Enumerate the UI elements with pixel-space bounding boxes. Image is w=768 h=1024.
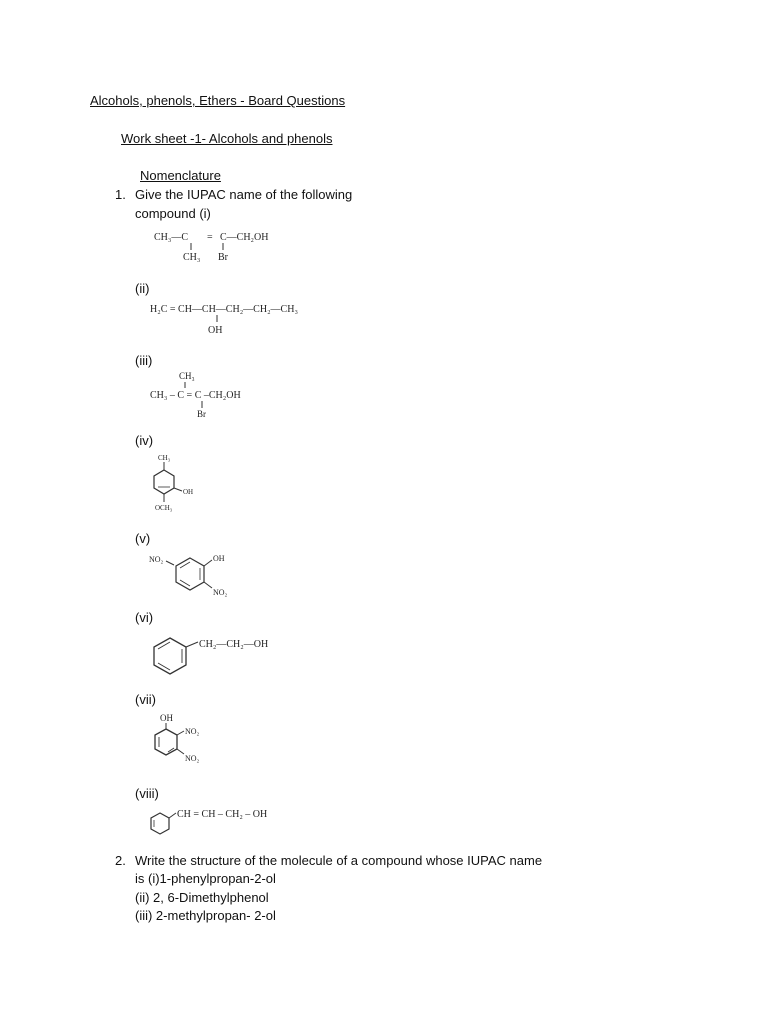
structure-iv-hydroxyl: OH (183, 488, 194, 496)
question-number-2: 2. (115, 853, 126, 868)
structure-ii (146, 298, 321, 338)
structure-iv (146, 450, 206, 516)
structure-ii-hydroxyl: OH (208, 325, 223, 336)
benzene-ring-vi (154, 638, 186, 674)
structure-iii-chain: CH₃ – C = C –CH₂OH (150, 390, 241, 401)
worksheet-title: Work sheet -1- Alcohols and phenols (121, 131, 333, 146)
structure-vi (146, 630, 276, 684)
part-label-viii: (viii) (135, 786, 159, 801)
structure-v-nitro-left: NO₂ (149, 555, 164, 564)
benzene-ring-vii (155, 729, 177, 755)
part-label-ii: (ii) (135, 281, 150, 296)
structure-viii (146, 800, 296, 840)
question-1-text-line2: compound (i) (135, 206, 211, 221)
question-number-1: 1. (115, 187, 126, 202)
part-label-vii: (vii) (135, 692, 156, 707)
section-heading: Nomenclature (140, 168, 221, 183)
structure-v-nitro-right: NO₂ (213, 588, 228, 597)
question-2-line1: Write the structure of the molecule of a compound whose IUPAC name (135, 853, 543, 868)
structure-iv-methoxy: OCH₃ (155, 504, 173, 512)
structure-i-ch3-c: CH₃—C (154, 232, 189, 243)
document-title: Alcohols, phenols, Ethers - Board Questions (90, 93, 346, 108)
part-label-vi: (vi) (135, 610, 154, 625)
question-1-text-line1: Give the IUPAC name of the following (135, 187, 353, 202)
part-label-v: (v) (135, 531, 151, 546)
structure-i-c-ch2oh: C—CH₂OH (220, 232, 269, 243)
question-2-line4: (iii) 2-methylpropan- 2-ol (135, 908, 276, 923)
structure-vii-nitro-2: NO₂ (185, 754, 200, 763)
part-label-iv: (iv) (135, 433, 154, 448)
structure-i-bromine: Br (218, 252, 228, 263)
structure-i-double-bond: = (207, 232, 213, 243)
question-2-line3: (ii) 2, 6-Dimethylphenol (135, 890, 269, 905)
structure-ii-chain: H₂C = CH—CH—CH₂—CH₂—CH₃ (150, 304, 298, 315)
structure-vi-chain: CH₂—CH₂—OH (199, 639, 269, 650)
structure-viii-chain: CH = CH – CH₂ – OH (177, 809, 268, 820)
structure-v-hydroxyl: OH (213, 554, 225, 563)
benzene-ring-iv (154, 470, 174, 494)
structure-iii-methyl: CH₃ (179, 371, 195, 381)
structure-v (146, 548, 246, 600)
structure-i (150, 226, 275, 266)
question-2-line2: is (i)1-phenylpropan-2-ol (135, 871, 276, 886)
structure-i-methyl: CH₃ (183, 252, 201, 263)
structure-vii (146, 710, 216, 772)
structure-iii-bromine: Br (197, 409, 206, 419)
structure-iv-methyl: CH₃ (158, 454, 171, 462)
structure-vii-nitro-1: NO₂ (185, 727, 200, 736)
part-label-iii: (iii) (135, 353, 153, 368)
structure-vii-hydroxyl: OH (160, 713, 173, 723)
structure-iii (146, 368, 256, 420)
